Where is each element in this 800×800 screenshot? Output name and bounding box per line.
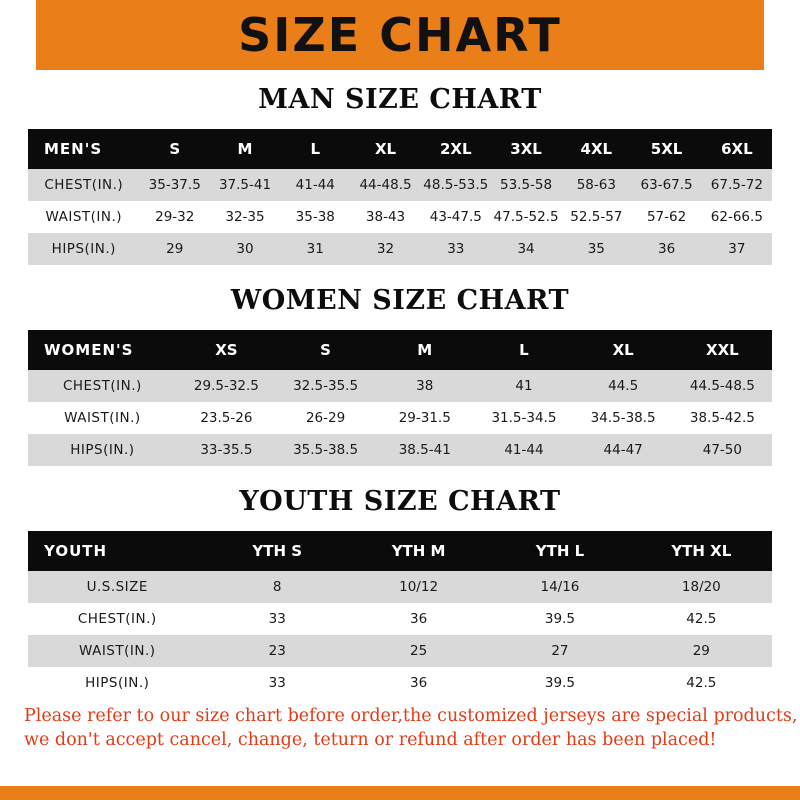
cell: 34.5-38.5 <box>574 402 673 434</box>
cell: 14/16 <box>489 571 630 603</box>
page-title: SIZE CHART <box>238 8 562 62</box>
col-header-youth: YOUTH <box>28 531 207 571</box>
cell: 39.5 <box>489 667 630 699</box>
col-header-xl: XL <box>574 330 673 370</box>
cell: 43-47.5 <box>421 201 491 233</box>
spacer-after-women <box>0 466 800 486</box>
row-label-hips: HIPS(IN.) <box>28 434 177 466</box>
cell: 29 <box>631 635 772 667</box>
table-row <box>28 402 772 434</box>
cell: 32.5-35.5 <box>276 370 375 402</box>
cell: 31.5-34.5 <box>474 402 573 434</box>
cell: 29-31.5 <box>375 402 474 434</box>
youth-size-chart <box>0 531 800 699</box>
col-header-5xl: 5XL <box>631 129 701 169</box>
col-header-yth-s: YTH S <box>207 531 348 571</box>
row-label-us-size: U.S.SIZE <box>28 571 207 603</box>
row-label-hips: HIPS(IN.) <box>28 233 140 265</box>
cell: 23 <box>207 635 348 667</box>
table-header-row <box>28 129 772 169</box>
cell: 29 <box>140 233 210 265</box>
col-header-xl: XL <box>350 129 420 169</box>
cell: 37 <box>702 233 772 265</box>
row-label-waist: WAIST(IN.) <box>28 402 177 434</box>
spacer-top <box>0 70 800 84</box>
col-header-6xl: 6XL <box>702 129 772 169</box>
cell: 18/20 <box>631 571 772 603</box>
cell: 44.5-48.5 <box>673 370 772 402</box>
cell: 57-62 <box>631 201 701 233</box>
table-header-row <box>28 330 772 370</box>
youth-size-table <box>28 531 772 699</box>
cell: 33 <box>421 233 491 265</box>
table-row <box>28 169 772 201</box>
cell: 67.5-72 <box>702 169 772 201</box>
col-header-m: M <box>210 129 280 169</box>
row-label-waist: WAIST(IN.) <box>28 635 207 667</box>
col-header-s: S <box>140 129 210 169</box>
cell: 63-67.5 <box>631 169 701 201</box>
cell: 33 <box>207 667 348 699</box>
cell: 39.5 <box>489 603 630 635</box>
table-header-row <box>28 531 772 571</box>
cell: 47-50 <box>673 434 772 466</box>
cell: 44-48.5 <box>350 169 420 201</box>
table-row <box>28 571 772 603</box>
table-row <box>28 434 772 466</box>
col-header-l: L <box>474 330 573 370</box>
spacer-after-man <box>0 265 800 285</box>
cell: 23.5-26 <box>177 402 276 434</box>
col-header-yth-xl: YTH XL <box>631 531 772 571</box>
cell: 37.5-41 <box>210 169 280 201</box>
cell: 48.5-53.5 <box>421 169 491 201</box>
cell: 33 <box>207 603 348 635</box>
cell: 44-47 <box>574 434 673 466</box>
col-header-4xl: 4XL <box>561 129 631 169</box>
col-header-xxl: XXL <box>673 330 772 370</box>
col-header-3xl: 3XL <box>491 129 561 169</box>
cell: 26-29 <box>276 402 375 434</box>
man-size-chart <box>0 129 800 265</box>
col-header-2xl: 2XL <box>421 129 491 169</box>
cell: 42.5 <box>631 603 772 635</box>
cell: 29-32 <box>140 201 210 233</box>
footer-note-line-2: we don't accept cancel, change, teturn or refund after order has been placed! <box>24 729 717 750</box>
spacer-man <box>0 115 800 129</box>
cell: 41-44 <box>280 169 350 201</box>
footer-note <box>0 699 800 752</box>
cell: 62-66.5 <box>702 201 772 233</box>
cell: 52.5-57 <box>561 201 631 233</box>
row-label-chest: CHEST(IN.) <box>28 603 207 635</box>
table-row <box>28 635 772 667</box>
cell: 42.5 <box>631 667 772 699</box>
table-row <box>28 603 772 635</box>
header-left-notch <box>0 0 36 70</box>
cell: 8 <box>207 571 348 603</box>
row-label-chest: CHEST(IN.) <box>28 370 177 402</box>
cell: 10/12 <box>348 571 489 603</box>
row-label-hips: HIPS(IN.) <box>28 667 207 699</box>
table-row <box>28 370 772 402</box>
cell: 27 <box>489 635 630 667</box>
table-row <box>28 667 772 699</box>
cell: 36 <box>348 603 489 635</box>
cell: 41 <box>474 370 573 402</box>
cell: 47.5-52.5 <box>491 201 561 233</box>
footer-note-line-1: Please refer to our size chart before order,the customized jerseys are special products, <box>24 706 798 726</box>
bottom-orange-bar <box>0 786 800 800</box>
section-title-man: MAN SIZE CHART <box>258 84 542 115</box>
col-header-mens: MEN'S <box>28 129 140 169</box>
col-header-l: L <box>280 129 350 169</box>
cell: 44.5 <box>574 370 673 402</box>
cell: 32 <box>350 233 420 265</box>
cell: 29.5-32.5 <box>177 370 276 402</box>
table-row <box>28 233 772 265</box>
col-header-yth-l: YTH L <box>489 531 630 571</box>
cell: 30 <box>210 233 280 265</box>
cell: 58-63 <box>561 169 631 201</box>
cell: 36 <box>348 667 489 699</box>
section-title-youth: YOUTH SIZE CHART <box>239 486 561 517</box>
women-size-chart <box>0 330 800 466</box>
spacer-youth <box>0 517 800 531</box>
cell: 38.5-42.5 <box>673 402 772 434</box>
cell: 38-43 <box>350 201 420 233</box>
cell: 25 <box>348 635 489 667</box>
col-header-s: S <box>276 330 375 370</box>
cell: 36 <box>631 233 701 265</box>
header-right-notch <box>764 0 800 70</box>
cell: 32-35 <box>210 201 280 233</box>
cell: 35-38 <box>280 201 350 233</box>
cell: 38 <box>375 370 474 402</box>
cell: 33-35.5 <box>177 434 276 466</box>
cell: 53.5-58 <box>491 169 561 201</box>
row-label-waist: WAIST(IN.) <box>28 201 140 233</box>
cell: 35.5-38.5 <box>276 434 375 466</box>
spacer-women <box>0 316 800 330</box>
col-header-yth-m: YTH M <box>348 531 489 571</box>
cell: 35-37.5 <box>140 169 210 201</box>
cell: 41-44 <box>474 434 573 466</box>
cell: 38.5-41 <box>375 434 474 466</box>
section-title-women: WOMEN SIZE CHART <box>230 285 570 316</box>
col-header-xs: XS <box>177 330 276 370</box>
cell: 31 <box>280 233 350 265</box>
row-label-chest: CHEST(IN.) <box>28 169 140 201</box>
header-band <box>0 0 800 70</box>
women-size-table <box>28 330 772 466</box>
table-row <box>28 201 772 233</box>
col-header-m: M <box>375 330 474 370</box>
col-header-womens: WOMEN'S <box>28 330 177 370</box>
man-size-table <box>28 129 772 265</box>
cell: 34 <box>491 233 561 265</box>
cell: 35 <box>561 233 631 265</box>
